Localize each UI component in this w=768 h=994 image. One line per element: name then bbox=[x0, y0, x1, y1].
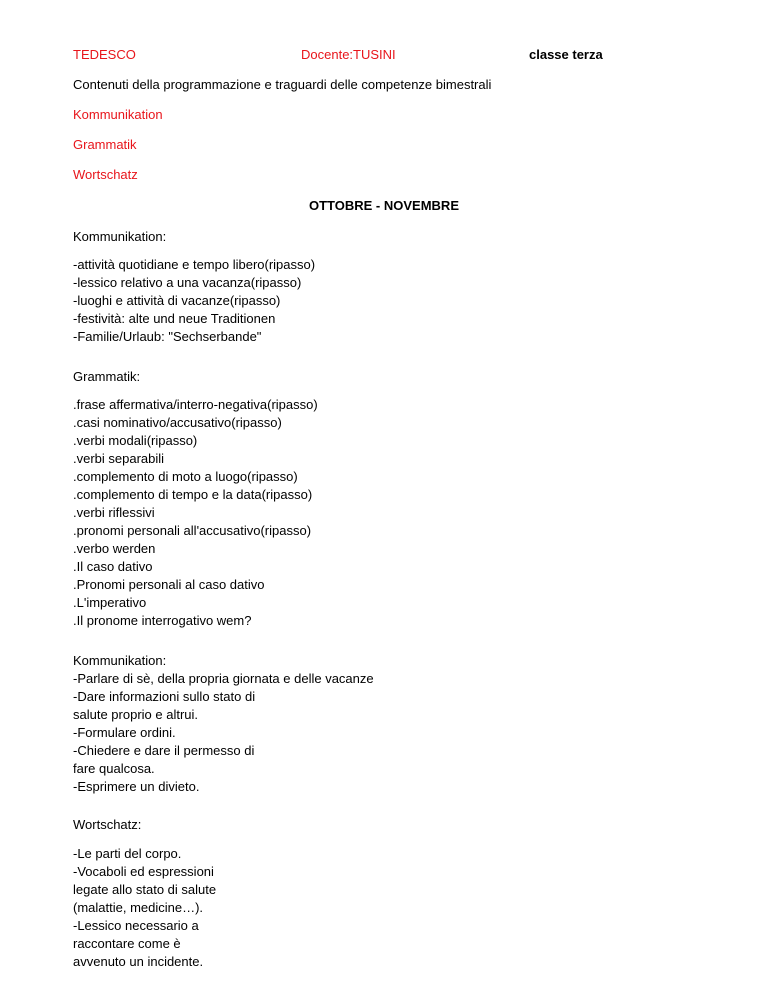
list-item: .verbi riflessivi bbox=[73, 505, 155, 520]
list-item: -Dare informazioni sullo stato di bbox=[73, 689, 256, 704]
legend-wortschatz: Wortschatz bbox=[73, 167, 138, 182]
list-item: .complemento di moto a luogo(ripasso) bbox=[73, 469, 298, 484]
section2-list bbox=[73, 396, 318, 630]
intro-text: Contenuti della programmazione e traguardi delle competenze bimestrali bbox=[73, 77, 492, 92]
list-item: .complemento di tempo e la data(ripasso) bbox=[73, 487, 313, 502]
list-item: -Vocaboli ed espressioni bbox=[73, 864, 214, 879]
section2-heading: Grammatik: bbox=[73, 369, 141, 384]
list-item: -Lessico necessario a bbox=[73, 918, 199, 933]
teacher-label: Docente:TUSINI bbox=[301, 47, 396, 62]
list-item: -festività: alte und neue Traditionen bbox=[73, 311, 276, 326]
list-item: -lessico relativo a una vacanza(ripasso) bbox=[73, 275, 302, 290]
list-item: .verbi separabili bbox=[73, 451, 165, 466]
section1-heading: Kommunikation: bbox=[73, 229, 167, 244]
section1-list bbox=[73, 256, 315, 346]
list-item: -Esprimere un divieto. bbox=[73, 779, 200, 794]
section3-heading: Kommunikation: bbox=[73, 653, 167, 668]
list-item: .frase affermativa/interro-negativa(ripasso) bbox=[73, 397, 318, 412]
list-item: .verbo werden bbox=[73, 541, 156, 556]
list-item: .verbi modali(ripasso) bbox=[73, 433, 198, 448]
section4-heading: Wortschatz: bbox=[73, 817, 142, 832]
subject-label: TEDESCO bbox=[73, 47, 136, 62]
list-item: avvenuto un incidente. bbox=[73, 954, 204, 969]
list-item: .Il pronome interrogativo wem? bbox=[73, 613, 252, 628]
legend-kommunikation: Kommunikation bbox=[73, 107, 163, 122]
section3-list bbox=[73, 670, 374, 796]
list-item: raccontare come è bbox=[73, 936, 181, 951]
class-label: classe terza bbox=[529, 47, 603, 62]
list-item: -Formulare ordini. bbox=[73, 725, 176, 740]
list-item: .L'imperativo bbox=[73, 595, 147, 610]
list-item: -Le parti del corpo. bbox=[73, 846, 182, 861]
list-item: -Parlare di sè, della propria giornata e delle vacanze bbox=[73, 671, 374, 686]
list-item: -luoghi e attività di vacanze(ripasso) bbox=[73, 293, 281, 308]
list-item: .Il caso dativo bbox=[73, 559, 153, 574]
legend-grammatik: Grammatik bbox=[73, 137, 137, 152]
list-item: .pronomi personali all'accusativo(ripasso) bbox=[73, 523, 312, 538]
list-item: -attività quotidiane e tempo libero(ripasso) bbox=[73, 257, 316, 272]
list-item: fare qualcosa. bbox=[73, 761, 155, 776]
list-item: (malattie, medicine…). bbox=[73, 900, 204, 915]
list-item: -Familie/Urlaub: "Sechserbande" bbox=[73, 329, 262, 344]
list-item: -Chiedere e dare il permesso di bbox=[73, 743, 255, 758]
list-item: salute proprio e altrui. bbox=[73, 707, 199, 722]
section4-list bbox=[73, 845, 216, 971]
list-item: .casi nominativo/accusativo(ripasso) bbox=[73, 415, 282, 430]
period-title: OTTOBRE - NOVEMBRE bbox=[309, 198, 459, 213]
list-item: .Pronomi personali al caso dativo bbox=[73, 577, 265, 592]
list-item: legate allo stato di salute bbox=[73, 882, 217, 897]
